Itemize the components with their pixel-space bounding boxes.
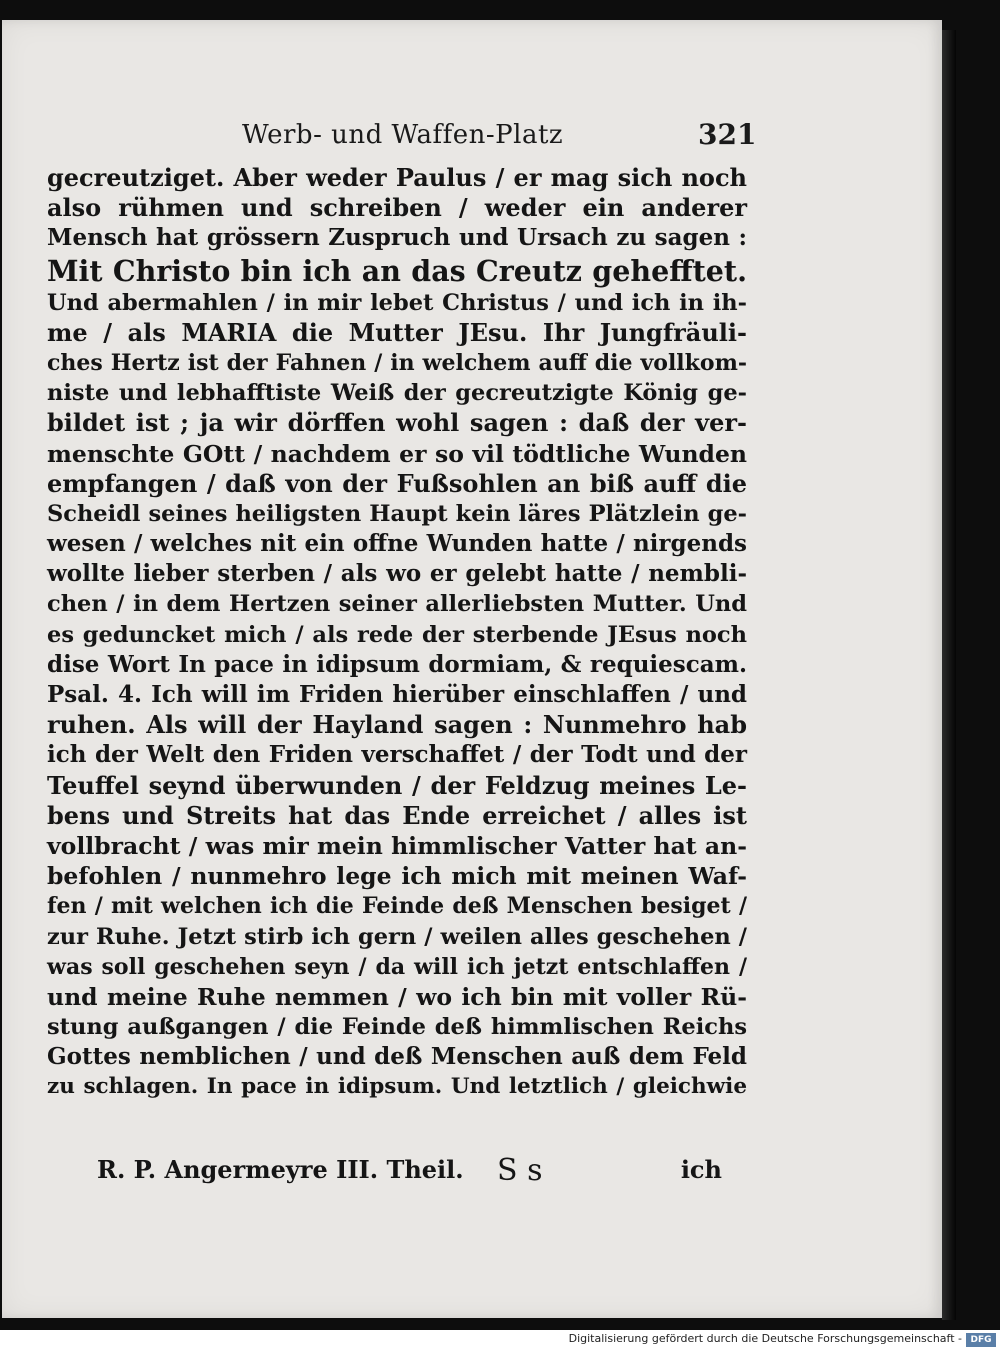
text-line: vollbracht / was mir mein himmlischer Vatter hat an- xyxy=(47,831,747,860)
text-line: fen / mit welchen ich die Feinde deß Menschen besiget / xyxy=(47,893,747,920)
text-line: chen / in dem Hertzen seiner allerliebsten Mutter. Und xyxy=(47,591,747,618)
book-edge xyxy=(942,30,956,1320)
text-line: Teuffel seynd überwunden / der Feldzug meines Le- xyxy=(47,770,747,800)
text-line: Und abermahlen / in mir lebet Christus / und ich in ih- xyxy=(47,289,747,316)
text-line: ruhen. Als will der Hayland sagen : Nunmehro hab xyxy=(47,710,747,740)
text-line: Gottes nemblichen / und deß Menschen auß dem Feld xyxy=(47,1043,747,1071)
text-line: wollte lieber sterben / als wo er gelebt hatte / nembli- xyxy=(47,560,747,588)
text-line: befohlen / nunmehro lege ich mich mit meinen Waf- xyxy=(47,862,747,891)
text-line: zu schlagen. In pace in idipsum. Und letztlich / gleichwie xyxy=(47,1074,747,1100)
running-head xyxy=(2,116,942,156)
text-line: ches Hertz ist der Fahnen / in welchem auff die vollkom- xyxy=(47,349,747,376)
text-line: empfangen / daß von der Fußsohlen an biß auff die xyxy=(47,468,747,498)
running-title: Werb- und Waffen-Platz xyxy=(242,120,564,150)
text-line: Scheidl seines heiligsten Haupt kein läres Plätzlein ge- xyxy=(47,500,747,527)
body-text xyxy=(47,163,747,1103)
text-line: zur Ruhe. Jetzt stirb ich gern / weilen alles geschehen / xyxy=(47,923,747,950)
text-line: dise Wort In pace in idipsum dormiam, & requiescam. xyxy=(47,650,747,678)
text-line: bildet ist ; ja wir dörffen wohl sagen : daß der ver- xyxy=(47,408,747,438)
text-line: stung außgangen / die Feinde deß himmlischen Reichs xyxy=(47,1014,747,1041)
text-line: es geduncket mich / als rede der sterbende JEsus noch xyxy=(47,621,747,648)
text-line: und meine Ruhe nemmen / wo ich bin mit voller Rü- xyxy=(47,982,747,1011)
text-line: me / als MARIA die Mutter JEsu. Ihr Jungfräuli- xyxy=(47,317,747,347)
text-line: also rühmen und schreiben / weder ein anderer xyxy=(47,193,747,223)
book-page xyxy=(2,20,942,1318)
text-line: wesen / welches nit ein offne Wunden hatte / nirgends xyxy=(47,530,747,558)
signature-mark: S s xyxy=(497,1153,543,1188)
page-number: 321 xyxy=(698,118,757,151)
text-line: Psal. 4. Ich will im Friden hierüber einschlaffen / und xyxy=(47,681,747,708)
text-line: menschte GOtt / nachdem er so vil tödtliche Wunden xyxy=(47,439,747,468)
dfg-logo-icon[interactable]: DFG xyxy=(966,1333,996,1347)
text-line: gecreutziget. Aber weder Paulus / er mag sich noch xyxy=(47,163,747,192)
text-line: Mit Christo bin ich an das Creutz gehefftet. xyxy=(47,253,747,288)
credit-text: Digitalisierung gefördert durch die Deutsche Forschungsgemeinschaft - xyxy=(568,1332,962,1345)
text-line: niste und lebhafftiste Weiß der gecreutzigte König ge- xyxy=(47,380,747,407)
text-line: ich der Welt den Friden verschaffet / der Todt und der xyxy=(47,741,747,769)
signature-line: R. P. Angermeyre III. Theil. xyxy=(97,1155,464,1184)
page-footer xyxy=(97,1155,722,1191)
text-line: Mensch hat grössern Zuspruch und Ursach zu sagen : xyxy=(47,224,747,252)
catchword: ich xyxy=(680,1155,722,1184)
text-line: bens und Streits hat das Ende erreichet / alles ist xyxy=(47,800,747,830)
text-line: was soll geschehen seyn / da will ich jetzt entschlaffen / xyxy=(47,953,747,980)
credit-bar xyxy=(0,1330,1000,1350)
